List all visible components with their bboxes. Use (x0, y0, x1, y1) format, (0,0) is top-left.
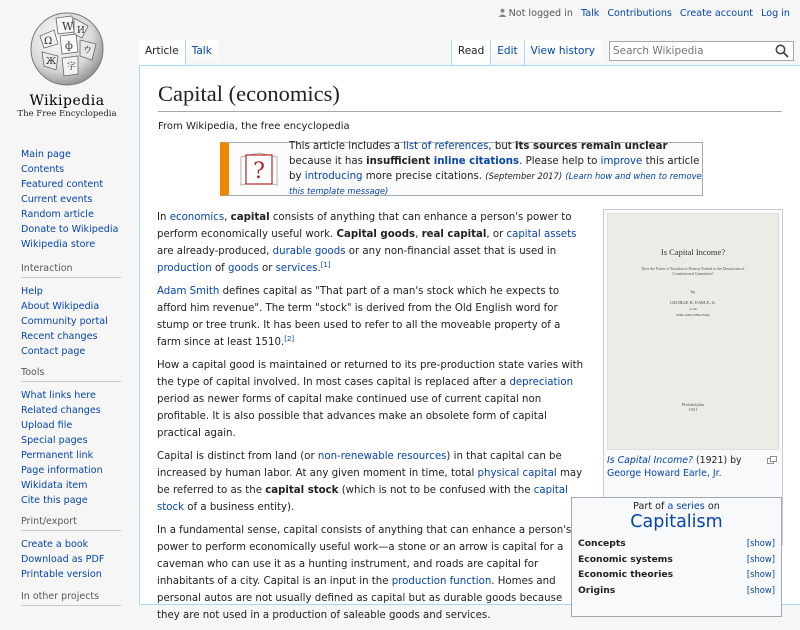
tab-read[interactable]: Read (451, 40, 490, 65)
sidebar (0, 0, 140, 600)
paragraph-4: Capital is distinct from land (or non-renewable resources) in that capital can be increased by human labor. At any given moment in time, total physical capital may be referred to as the capital stock (which is not to be confused with the capital stock of a business entity). (157, 451, 583, 513)
paragraph-5: In a fundamental sense, capital consists of anything that can enhance a person's power to perform economically useful work—a stone or an arrow is capital for a caveman who can use it as a hunting instrument, and roads are capital for inhabitants of a city. Capital is an input in the production function. Homes and personal autos are not usually defined as capital but as durable goods because they are not used in a production of saleable goods and services. (157, 525, 572, 621)
sidebar-item-special-pages[interactable]: Special pages (21, 435, 88, 446)
wikipedia-globe-icon (26, 6, 108, 88)
logo-tagline: The Free Encyclopedia (17, 109, 117, 119)
a-series-link[interactable]: a series (667, 501, 705, 512)
image-page-of: of the (688, 307, 698, 311)
contributions-link[interactable]: Contributions (607, 8, 672, 19)
personal-tools (498, 8, 790, 19)
sidebar-item-current-events[interactable]: Current events (21, 194, 93, 205)
capitalism-title-link[interactable]: Capitalism (630, 512, 723, 532)
citation-warning-text: This article includes a list of references, but its sources remain unclear because it has insufficient inline citations. Please help to improve this article by introducing more precise citations. (September 2017) (Learn how and when to remove this template message) (289, 141, 702, 196)
series-part-of: Part of a series on (633, 501, 720, 512)
sidebar-item-wikipedia-store[interactable]: Wikipedia store (21, 239, 96, 250)
durable-goods-link[interactable]: durable goods (272, 246, 346, 257)
sidebar-item-wikidata-item[interactable]: Wikidata item (21, 480, 88, 491)
list-of-references-link[interactable]: list of references (403, 141, 489, 152)
svg-text:Ω: Ω (44, 36, 53, 47)
improve-link[interactable]: improve (600, 156, 643, 167)
series-row-concepts: Concepts [show] (578, 536, 775, 552)
capital-stock-link[interactable]: capital stock (157, 485, 568, 513)
tab-talk[interactable]: Talk (185, 40, 218, 65)
show-toggle[interactable]: [show] (746, 538, 775, 548)
other-projects-heading: In other projects (21, 591, 121, 606)
production-function-link[interactable]: production function (391, 576, 492, 587)
sidebar-item-donate[interactable]: Donate to Wikipedia (21, 224, 119, 235)
paragraph-1: In economics, capital consists of anything that can enhance a person's power to perform economically useful work. Capital goods, real capital, or capital assets are already-produced, durable goods or any non-financial asset that is used in production of goods or services.[1] (157, 212, 577, 274)
sidebar-item-featured-content[interactable]: Featured content (21, 179, 104, 190)
page-title: Capital (economics) (158, 80, 782, 112)
svg-text:ウ: ウ (83, 46, 93, 56)
personal-talk-link[interactable]: Talk (580, 8, 600, 19)
caption-title-link[interactable]: Is Capital Income? (607, 455, 693, 466)
navigation-portal (21, 147, 136, 252)
other-projects-portal (21, 591, 136, 612)
print-export-heading: Print/export (21, 516, 121, 531)
learn-how-link[interactable]: (Learn how and when to remove this template message) (289, 171, 702, 196)
physical-capital-link[interactable]: physical capital (477, 468, 557, 479)
series-row-economic-systems: Economic systems [show] (578, 552, 775, 568)
paragraph-3: How a capital good is maintained or returned to its pre-production state varies with the type of capital involved. In most cases capital is replaced after a depreciation period as newer forms of capital make continued use of current capital non profitable. It is also possible that advances make an obsolete form of capital practical again. (157, 360, 584, 439)
logo-wordmark: Wikipedia (29, 93, 105, 109)
tools-heading: Tools (21, 367, 121, 382)
image-page-subtitle: Does the Power of Taxation to Destroy Extend to the Destruction of Constitutional Guarantees? (641, 267, 745, 276)
article-body (157, 209, 587, 630)
capital-assets-link[interactable]: capital assets (506, 229, 577, 240)
svg-text:字: 字 (67, 62, 77, 72)
sidebar-item-contents[interactable]: Contents (21, 164, 65, 175)
sidebar-item-what-links-here[interactable]: What links here (21, 390, 96, 401)
search-icon[interactable] (774, 43, 790, 59)
sidebar-item-related-changes[interactable]: Related changes (21, 405, 101, 416)
site-subtitle: From Wikipedia, the free encyclopedia (158, 121, 350, 132)
sidebar-item-upload-file[interactable]: Upload file (21, 420, 73, 431)
question-book-icon (237, 147, 281, 191)
search-box[interactable] (609, 41, 794, 61)
tab-view-history[interactable]: View history (524, 40, 601, 65)
sidebar-item-cite-this-page[interactable]: Cite this page (21, 495, 88, 506)
book-title-page-image[interactable] (607, 213, 779, 450)
introducing-link[interactable]: introducing (304, 171, 363, 182)
sidebar-item-about[interactable]: About Wikipedia (21, 301, 100, 312)
create-account-link[interactable]: Create account (679, 8, 754, 19)
log-in-link[interactable]: Log in (761, 8, 790, 19)
image-page-imprint: Philadelphia 1921 (681, 402, 705, 412)
sidebar-item-main-page[interactable]: Main page (21, 149, 71, 160)
show-toggle[interactable]: [show] (746, 553, 775, 564)
show-toggle[interactable]: [show] (746, 569, 775, 579)
economics-link[interactable]: economics (169, 212, 225, 223)
services-link[interactable]: services (275, 263, 318, 274)
wikipedia-logo[interactable] (14, 6, 120, 122)
sidebar-item-help[interactable]: Help (21, 286, 43, 297)
svg-text:W: W (62, 20, 74, 33)
thumbnail-figure (603, 209, 783, 545)
article-content (139, 65, 800, 621)
image-page-by: by (690, 289, 696, 294)
series-row-economic-theories: Economic theories [show] (578, 567, 775, 583)
sidebar-item-community-portal[interactable]: Community portal (21, 316, 108, 327)
sidebar-item-download-pdf[interactable]: Download as PDF (21, 554, 105, 565)
sidebar-item-random-article[interactable]: Random article (21, 209, 94, 220)
interaction-heading: Interaction (21, 263, 121, 278)
image-page-author: GEORGE H. EARLE, Jr. (670, 300, 716, 305)
view-tabs (451, 40, 800, 65)
user-icon (498, 8, 507, 17)
thumbnail-caption: Is Capital Income? (1921) by George Howard Earle, Jr. (607, 454, 779, 480)
series-row-origins: Origins [show] (578, 583, 775, 599)
sidebar-item-page-information[interactable]: Page information (21, 465, 103, 476)
tab-edit[interactable]: Edit (490, 40, 523, 65)
tools-portal (21, 367, 136, 508)
reference-2[interactable]: [2] (284, 335, 295, 343)
search-input[interactable] (610, 45, 774, 57)
sidebar-item-contact-page[interactable]: Contact page (21, 346, 86, 357)
image-page-bar: PHILADELPHIA BAR (676, 313, 710, 317)
depreciation-link[interactable]: depreciation (509, 377, 574, 388)
svg-text:?: ? (253, 159, 265, 184)
sidebar-item-create-book[interactable]: Create a book (21, 539, 89, 550)
capitalism-series-sidebar (571, 497, 782, 617)
ambox-date: (September 2017) (485, 171, 563, 181)
not-logged-in: Not logged in (498, 8, 573, 19)
enlarge-icon[interactable] (767, 456, 777, 464)
svg-text:Ж: Ж (46, 57, 57, 67)
image-page-title: Is Capital Income? (660, 247, 726, 257)
adam-smith-link[interactable]: Adam Smith (157, 286, 220, 297)
paragraph-2: Adam Smith defines capital as "That part of a man's stock which he expects to afford him revenue". The term "stock" is derived from the Old English word for stump or tree trunk. It has been used to refer to all the moveable property of a farm since at least 1510.[2] (157, 286, 561, 348)
namespace-tabs (139, 40, 218, 65)
citation-warning-box (220, 142, 703, 196)
sidebar-item-printable-version[interactable]: Printable version (21, 569, 102, 580)
tab-article[interactable]: Article (139, 40, 185, 65)
goods-link[interactable]: goods (228, 263, 259, 274)
reference-1[interactable]: [1] (320, 261, 331, 269)
interaction-portal (21, 263, 136, 359)
show-toggle[interactable]: [show] (746, 584, 775, 595)
caption-author-link[interactable]: George Howard Earle, Jr. (607, 468, 722, 479)
inline-citations-link[interactable]: inline citations (433, 156, 520, 167)
svg-text:ф: ф (65, 41, 73, 52)
non-renewable-resources-link[interactable]: non-renewable resources (317, 451, 447, 462)
sidebar-item-permanent-link[interactable]: Permanent link (21, 450, 94, 461)
svg-text:И: И (77, 26, 85, 36)
production-link[interactable]: production (157, 263, 212, 274)
print-export-portal (21, 516, 136, 582)
sidebar-item-recent-changes[interactable]: Recent changes (21, 331, 98, 342)
